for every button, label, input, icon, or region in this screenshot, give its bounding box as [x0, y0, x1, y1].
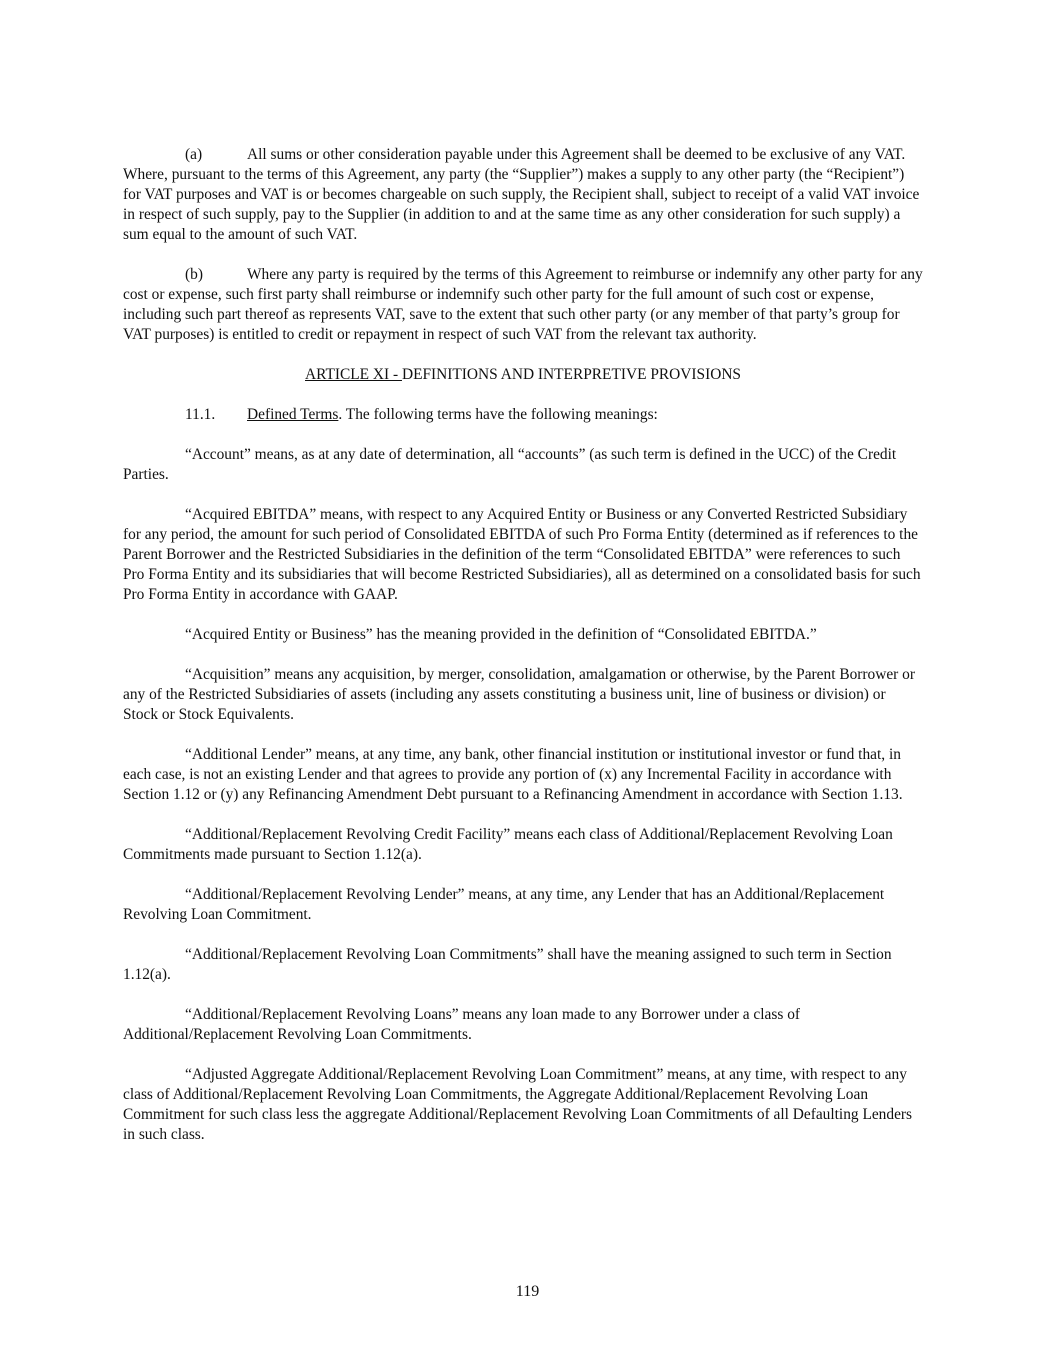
page-number: 119: [515, 1283, 540, 1300]
definition-revolving-loans: “Additional/Replacement Revolving Loans” means any loan made to any Borrower under a class of Additional/Replacement Revolving Loan Commitments.: [123, 1006, 801, 1043]
section-number: 11.1.: [185, 406, 216, 423]
article-heading-underlined: ARTICLE XI -: [305, 366, 402, 383]
vat-clause-b: [123, 265, 923, 345]
clause-label-b: (b): [185, 266, 203, 283]
definition-adjusted-aggregate-commitment: “Adjusted Aggregate Additional/Replacement Revolving Loan Commitment” means, at any time, with respect to any class of Additional/Replacement Revolving Loan Commitments, the Aggregate Additional/Replacement Revolving Loan Commitment for such class less the aggregate Additional/Replacement Revolving Loan Commitments of all Defaulting Lenders in such class.: [123, 1066, 913, 1143]
definition-acquired-entity: “Acquired Entity or Business” has the meaning provided in the definition of “Consolidated EBITDA.”: [185, 626, 817, 643]
document-body: [123, 145, 923, 1165]
section-heading: [123, 405, 923, 425]
clause-label-a: (a): [185, 146, 203, 163]
section-title: Defined Terms: [247, 406, 339, 423]
definition-acquired-ebitda: “Acquired EBITDA” means, with respect to any Acquired Entity or Business or any Converted Restricted Subsidiary for any period, the amount for such period of Consolidated EBITDA of such Pro Forma Entity (determined as if references to the Parent Borrower and the Restricted Subsidiaries in the definition of the term “Consolidated EBITDA” were references to such Pro Forma Entity and its subsidiaries that will become Restricted Subsidiaries), all as determined on a consolidated basis for such Pro Forma Entity in accordance with GAAP.: [123, 506, 921, 603]
clause-text-a: All sums or other consideration payable under this Agreement shall be deemed to be exclusive of any VAT. Where, pursuant to the terms of this Agreement, any party (the “Supplier”) makes a supply to any other party (the “Recipient”) for VAT purposes and VAT is or becomes chargeable on such supply, the Recipient shall, subject to receipt of a valid VAT invoice in respect of such supply, pay to the Supplier (in addition to and at the same time as any other consideration for such supply) a sum equal to the amount of such VAT.: [123, 146, 920, 243]
article-heading-title: DEFINITIONS AND INTERPRETIVE PROVISIONS: [401, 366, 741, 383]
definition-revolving-credit-facility: “Additional/Replacement Revolving Credit Facility” means each class of Additional/Replacement Revolving Loan Commitments made pursuant to Section 1.12(a).: [123, 826, 893, 863]
definition-additional-lender: “Additional Lender” means, at any time, any bank, other financial institution or institutional investor or fund that, in each case, is not an existing Lender and that agrees to provide any portion of (x) any Incremental Facility in accordance with Section 1.12 or (y) any Refinancing Amendment Debt pursuant to a Refinancing Amendment in accordance with Section 1.13.: [123, 746, 903, 803]
section-intro: . The following terms have the following meanings:: [338, 406, 658, 423]
definition-acquisition: “Acquisition” means any acquisition, by merger, consolidation, amalgamation or otherwise, by the Parent Borrower or any of the Restricted Subsidiaries of assets (including any assets constituting a business unit, line of business or division) or Stock or Stock Equivalents.: [123, 666, 915, 723]
article-heading: [123, 365, 923, 385]
definition-revolving-lender: “Additional/Replacement Revolving Lender” means, at any time, any Lender that has an Additional/Replacement Revolving Loan Commitment.: [123, 886, 885, 923]
definition-revolving-loan-commitments: “Additional/Replacement Revolving Loan Commitments” shall have the meaning assigned to such term in Section 1.12(a).: [123, 946, 892, 983]
clause-text-b: Where any party is required by the terms of this Agreement to reimburse or indemnify any other party for any cost or expense, such first party shall reimburse or indemnify such other party for the full amount of such cost or expense, including such part thereof as represents VAT, save to the extent that such other party (or any member of that party’s group for VAT purposes) is entitled to credit or repayment in respect of such VAT from the relevant tax authority.: [123, 266, 923, 343]
definition-account: “Account” means, as at any date of determination, all “accounts” (as such term is defined in the UCC) of the Credit Parties.: [123, 446, 897, 483]
vat-clause-a: [123, 145, 923, 245]
